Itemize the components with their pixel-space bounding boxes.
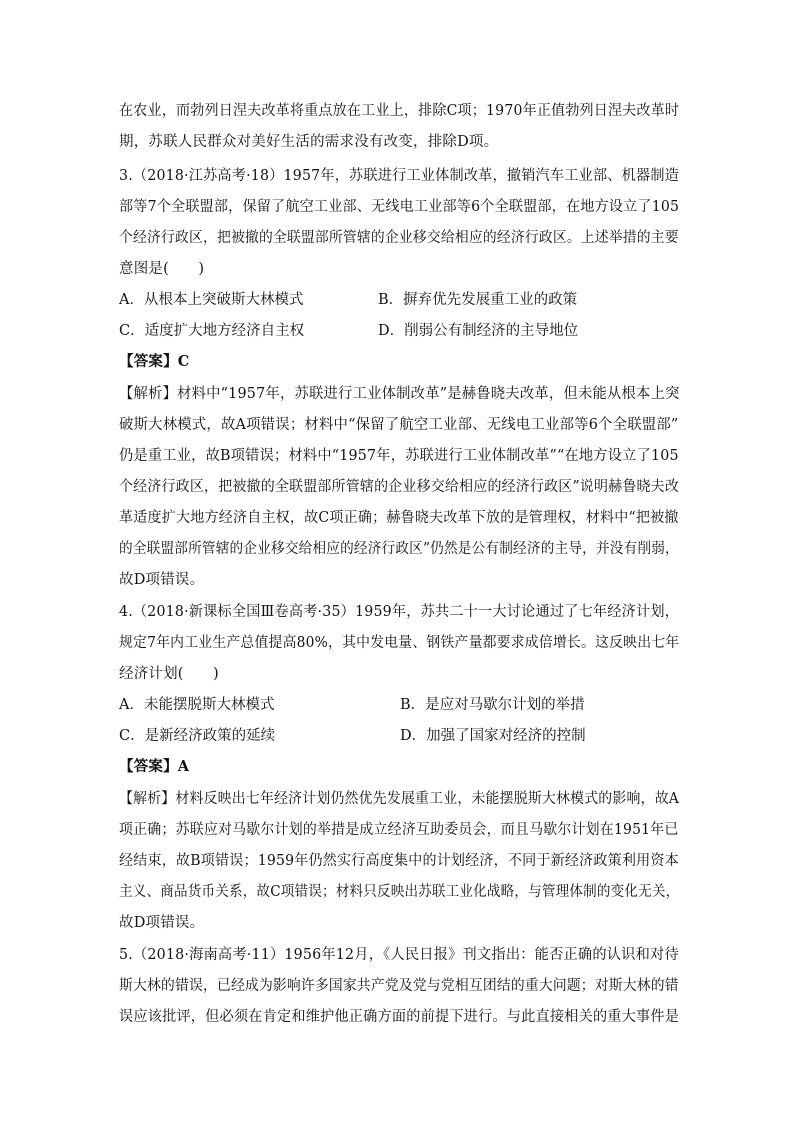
- q4-stem-line: 规定7年内工业生产总值提高80%，其中发电量、钢铁产量都要求成倍增长。这反映出七年: [119, 635, 680, 651]
- prev-analysis-line: 在农业，而勃列日涅夫改革将重点放在工业上，排除C项；1970年正值勃列日涅夫改革时: [119, 103, 680, 119]
- q3-option-b: B．摒弃优先发展重工业的政策: [378, 292, 578, 308]
- q4-analysis-line: 主义、商品货币关系，故C项错误；材料只反映出苏联工业化战略，与管理体制的变化无关，: [119, 884, 680, 900]
- q3-stem-line: 3.（2018·江苏高考·18）1957年，苏联进行工业体制改革，撤销汽车工业部、机器制造: [119, 168, 680, 184]
- q3-stem-line: 部等7个全联盟部，保留了航空工业部、无线电工业部等6个全联盟部，在地方设立了105: [119, 199, 680, 215]
- q3-analysis-line: 仍是重工业，故B项错误；材料中“1957年，苏联进行工业体制改革”“在地方设立了105: [119, 448, 679, 464]
- q5-stem-line: 误应该批评，但必须在肯定和维护他正确方面的前提下进行。与此直接相关的重大事件是: [119, 1009, 680, 1025]
- q3-stem-line: 个经济行政区，把被撤的全联盟部所管辖的企业移交给相应的经济行政区。上述举措的主要: [119, 230, 679, 246]
- q4-option-b: B．是应对马歇尔计划的举措: [400, 697, 585, 713]
- q3-stem-line: 意图是( ): [119, 261, 205, 277]
- q3-analysis-line: 【解析】材料中“1957年，苏联进行工业体制改革”是赫鲁晓夫改革，但未能从根本上突: [119, 386, 680, 402]
- q4-stem-line: 经济计划( ): [119, 666, 219, 682]
- q4-analysis-line: 经结束，故B项错误；1959年仍然实行高度集中的计划经济，不同于新经济政策利用资本: [119, 853, 679, 869]
- q3-answer: 【答案】C: [119, 353, 190, 370]
- prev-analysis-line: 期，苏联人民群众对美好生活的需求没有改变，排除D项。: [119, 134, 499, 150]
- q4-answer: 【答案】A: [119, 758, 190, 775]
- q3-analysis-line: 革适度扩大地方经济自主权，故C项正确；赫鲁晓夫改革下放的是管理权，材料中“把被撤: [119, 510, 679, 526]
- q3-analysis-line: 破斯大林模式，故A项错误；材料中“保留了航空工业部、无线电工业部等6个全联盟部”: [119, 417, 679, 433]
- q3-option-d: D．削弱公有制经济的主导地位: [378, 323, 579, 339]
- q3-option-c: C．适度扩大地方经济自主权: [119, 323, 305, 339]
- q3-analysis-line: 个经济行政区，把被撤的全联盟部所管辖的企业移交给相应的经济行政区”说明赫鲁晓夫改: [119, 479, 680, 495]
- q4-option-d: D．加强了国家对经济的控制: [400, 728, 586, 744]
- q4-analysis-line: 故D项错误。: [119, 915, 205, 931]
- q3-option-a: A．从根本上突破斯大林模式: [119, 292, 304, 308]
- q5-stem-line: 斯大林的错误，已经成为影响许多国家共产党及党与党相互团结的重大问题；对斯大林的错: [119, 978, 679, 994]
- q3-analysis-line: 故D项错误。: [119, 572, 205, 588]
- q5-stem-line: 5.（2018·海南高考·11）1956年12月，《人民日报》刊文指出：能否正确的认识和对待: [119, 947, 679, 963]
- q4-analysis-line: 【解析】材料反映出七年经济计划仍然优先发展重工业，未能摆脱斯大林模式的影响，故A: [119, 791, 680, 807]
- q4-stem-line: 4.（2018·新课标全国Ⅲ卷高考·35）1959年，苏共二十一大讨论通过了七年经济计划，: [119, 604, 680, 620]
- q4-option-a: A．未能摆脱斯大林模式: [119, 697, 275, 713]
- q4-option-c: C．是新经济政策的延续: [119, 728, 276, 744]
- q3-analysis-line: 的全联盟部所管辖的企业移交给相应的经济行政区”仍然是公有制经济的主导，并没有削弱，: [119, 541, 679, 557]
- q4-analysis-line: 项正确；苏联应对马歇尔计划的举措是成立经济互助委员会，而且马歇尔计划在1951年已: [119, 822, 679, 838]
